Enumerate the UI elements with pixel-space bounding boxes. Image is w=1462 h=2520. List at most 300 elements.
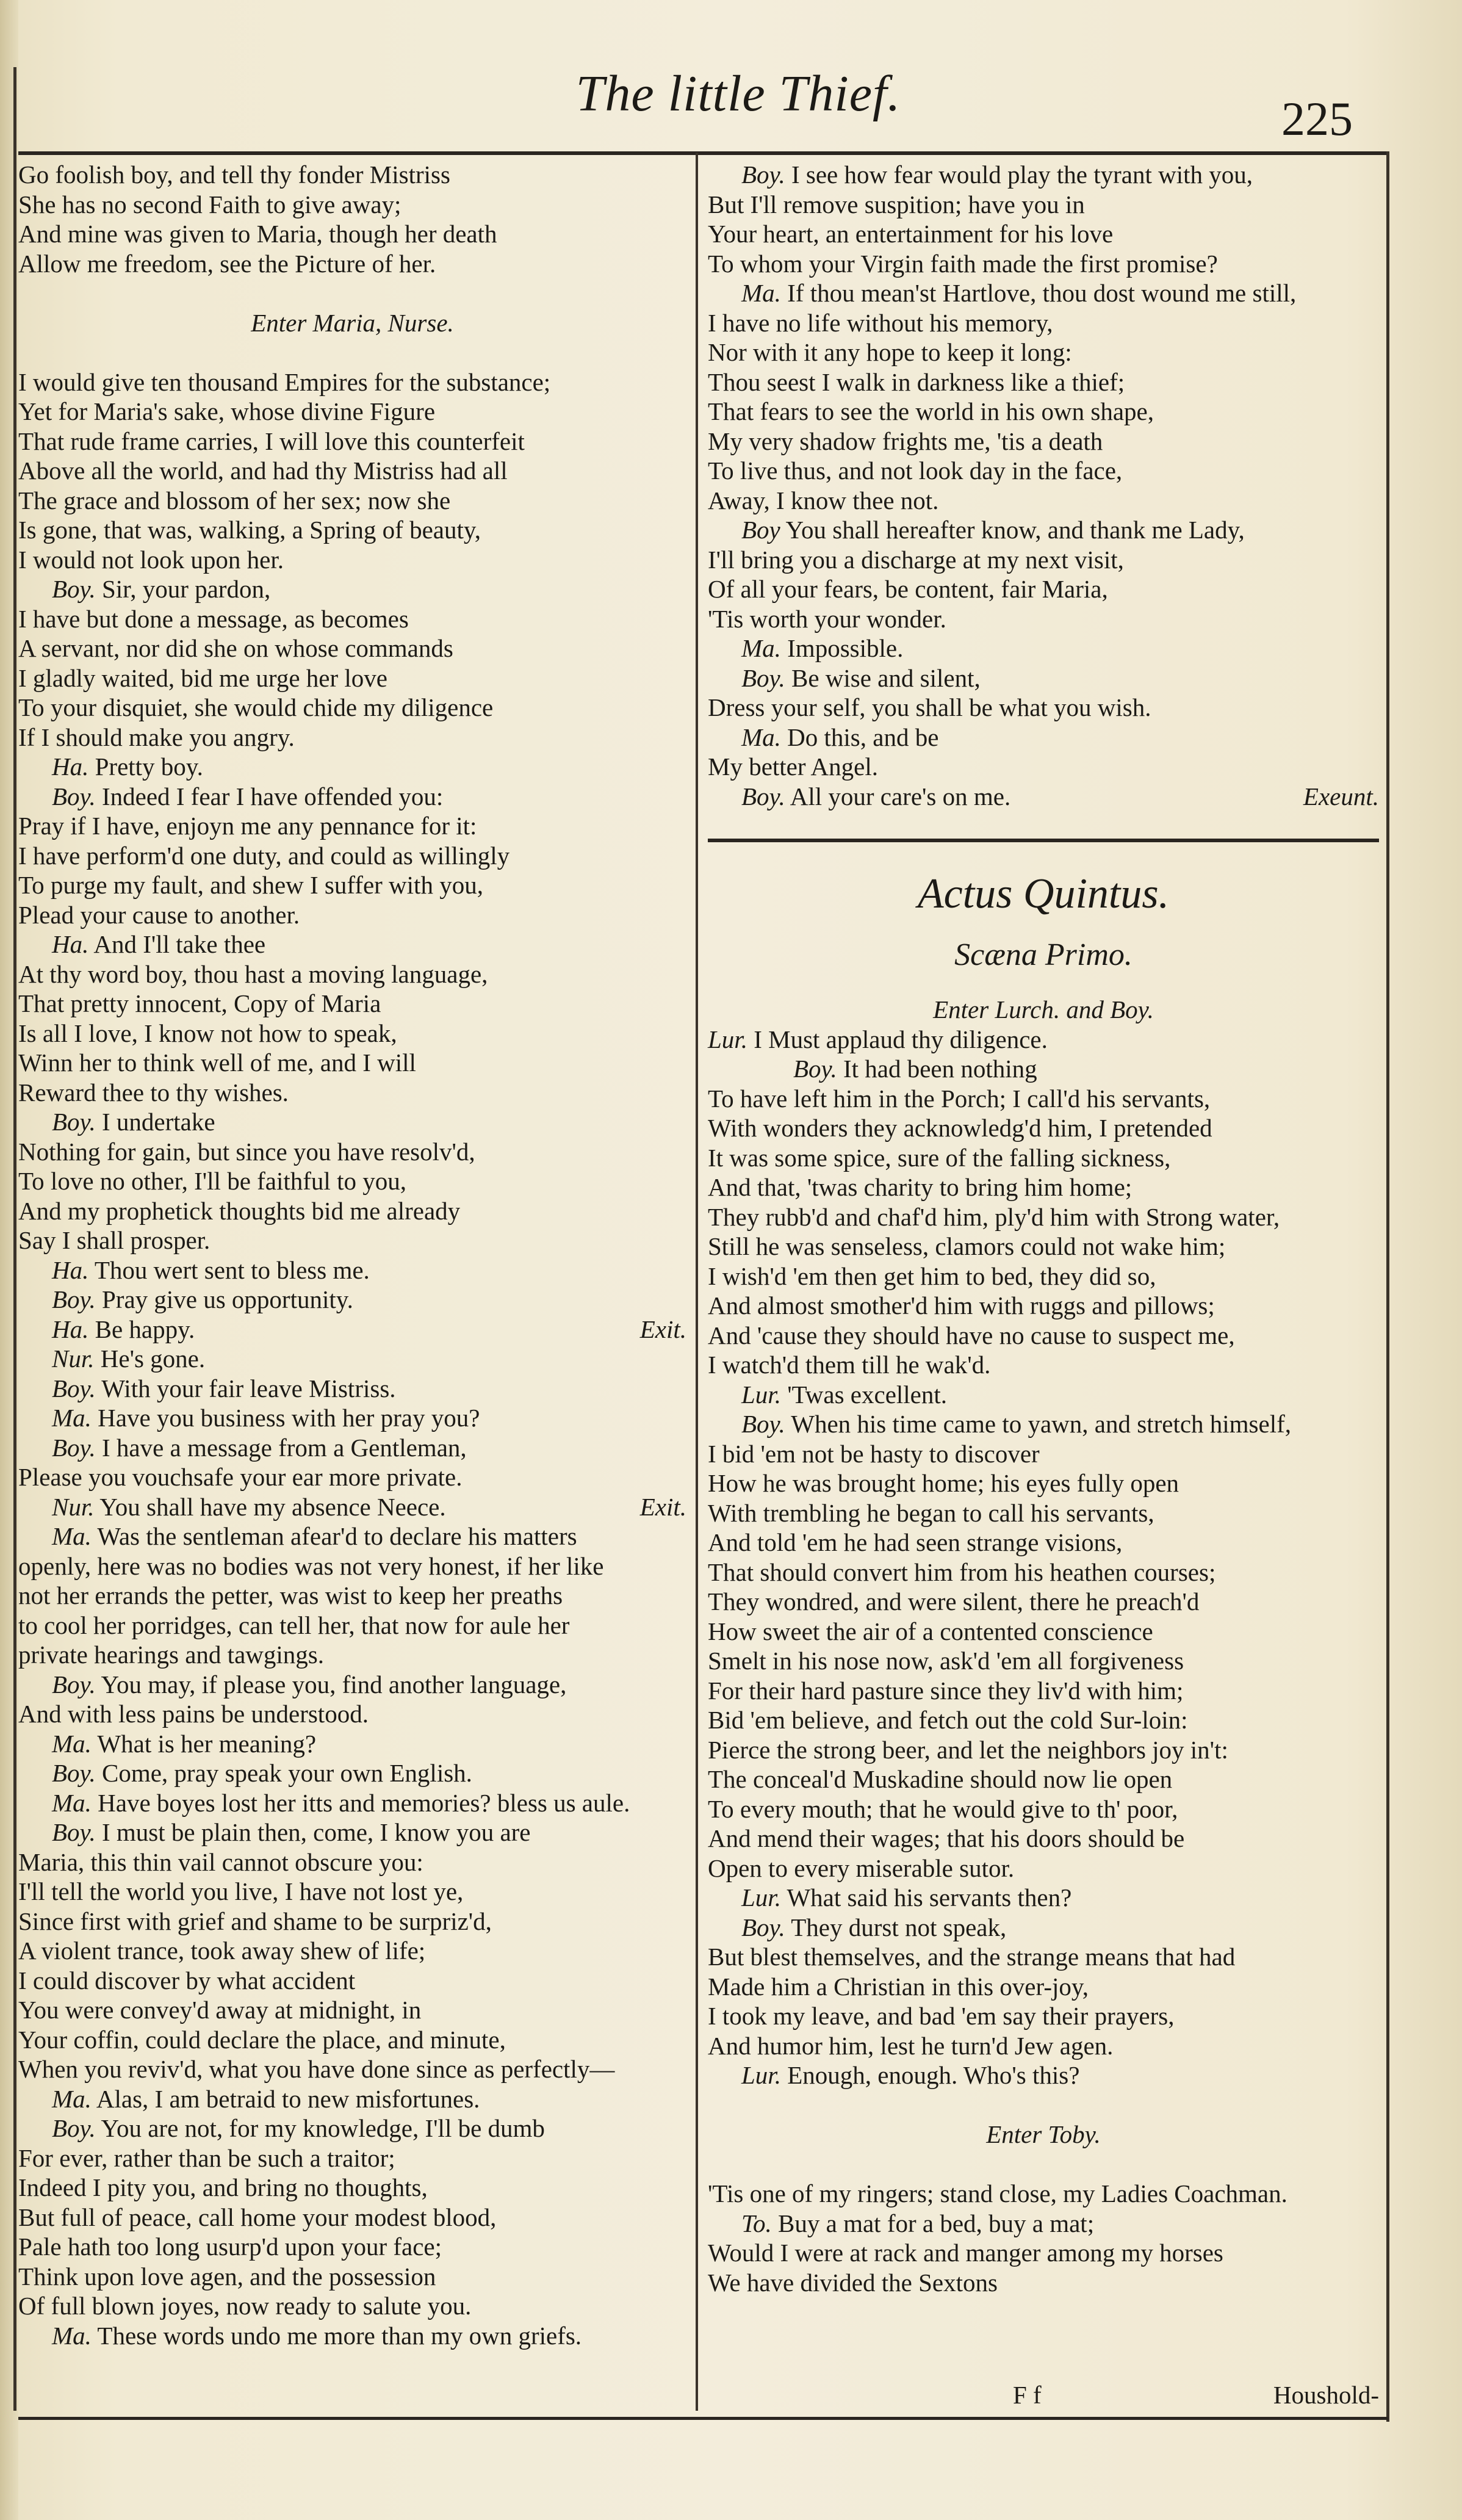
line-text: to cool her porridges, can tell her, that now for aule her [18, 1611, 570, 1639]
verse-line [18, 900, 686, 930]
verse-line [18, 1019, 686, 1049]
speaker-prefix: Boy. [793, 1055, 837, 1083]
verse-line [708, 160, 1379, 190]
line-text: You shall hereafter know, and thank me Lady, [785, 516, 1245, 544]
line-text: When his time came to yawn, and stretch himself, [791, 1410, 1292, 1438]
line-text: I gladly waited, bid me urge her love [18, 663, 387, 692]
line-text: Alas, I am betraid to new misfortunes. [96, 2084, 480, 2113]
verse-line [18, 1492, 686, 1522]
speaker-prefix: Boy. [52, 1108, 96, 1136]
verse-line [708, 663, 1379, 693]
line-text: You are not, for my knowledge, I'll be dumb [101, 2114, 545, 2142]
speaker-prefix: Boy. [741, 1913, 785, 1941]
line-text: I could discover by what accident [18, 1966, 356, 1995]
line-text: Come, pray speak your own English. [101, 1759, 472, 1787]
verse-line [708, 1883, 1379, 1913]
speaker-prefix: Ma. [52, 2084, 92, 2113]
verse-line [18, 1433, 686, 1463]
verse-line [18, 1581, 686, 1611]
verse-line [18, 160, 686, 190]
line-text: If thou mean'st Hartlove, thou dost wound me still, [787, 279, 1297, 307]
line-text: I watch'd them till he wak'd. [708, 1351, 991, 1379]
verse-line [18, 634, 686, 663]
line-text: She has no second Faith to give away; [18, 190, 402, 218]
line-text: I have no life without his memory, [708, 308, 1053, 337]
verse-line [18, 841, 686, 871]
line-text: When you reviv'd, what you have done since as perfectly— [18, 2055, 615, 2083]
line-text: That fears to see the world in his own shape, [708, 397, 1154, 425]
verse-line [18, 752, 686, 782]
line-text: That pretty innocent, Copy of Maria [18, 989, 381, 1017]
verse-line [708, 1409, 1379, 1439]
verse-line [18, 663, 686, 693]
speaker-prefix: Ma. [52, 1522, 92, 1550]
line-text: We have divided the Sextons [708, 2268, 998, 2297]
line-text: To purge my fault, and shew I suffer with you, [18, 871, 483, 899]
line-text: Do this, and be [787, 723, 939, 751]
verse-line [18, 1936, 686, 1966]
line-text: It was some spice, sure of the falling sickness, [708, 1143, 1171, 1172]
verse-line [18, 1344, 686, 1374]
verse-line [18, 456, 686, 486]
verse-line [708, 1617, 1379, 1647]
verse-line [18, 1729, 686, 1759]
verse-line [18, 2084, 686, 2114]
line-text: The conceal'd Muskadine should now lie open [708, 1765, 1173, 1793]
line-text: 'Twas excellent. [787, 1380, 948, 1409]
line-text: Nothing for gain, but since you have resolv'd, [18, 1137, 475, 1166]
verse-line [708, 367, 1379, 397]
line-text: Pray give us opportunity. [101, 1285, 353, 1313]
line-text: Smelt in his nose now, ask'd 'em all forgiveness [708, 1647, 1184, 1675]
line-text: They wondred, and were silent, there he preach'd [708, 1587, 1200, 1616]
verse-line [18, 723, 686, 753]
verse-line [708, 1025, 1379, 1055]
line-text: Is gone, that was, walking, a Spring of beauty, [18, 516, 481, 544]
verse-line [708, 752, 1379, 782]
act-title: Actus Quintus. [917, 870, 1170, 917]
verse-line [708, 2179, 1379, 2209]
verse-line [708, 1676, 1379, 1706]
verse-line [18, 604, 686, 634]
verse-line [18, 1107, 686, 1137]
line-text: private hearings and tawgings. [18, 1641, 324, 1669]
line-text: Sir, your pardon, [101, 575, 271, 603]
verse-line [18, 811, 686, 841]
verse-line [708, 1202, 1379, 1232]
line-text: Pale hath too long usurp'd upon your face; [18, 2233, 442, 2261]
verse-line [18, 2232, 686, 2262]
verse-line [708, 545, 1379, 575]
line-text: Think upon love agen, and the possession [18, 2262, 436, 2291]
verse-line [18, 1995, 686, 2025]
line-text: To whom your Virgin faith made the first promise? [708, 249, 1218, 278]
left-column [18, 160, 686, 2350]
line-text: And almost smother'd him with ruggs and pillows; [708, 1291, 1215, 1320]
blank-line [708, 2150, 1379, 2179]
verse-line [708, 1291, 1379, 1321]
verse-line [708, 574, 1379, 604]
verse-line [708, 2209, 1379, 2239]
verse-line [18, 1551, 686, 1581]
stage-direction-entry: Enter Lurch. and Boy. [933, 995, 1154, 1024]
line-text: Indeed I pity you, and bring no thoughts, [18, 2173, 428, 2201]
line-text: Still he was senseless, clamors could not wake him; [708, 1232, 1226, 1260]
speaker-prefix: Nur. [52, 1345, 95, 1373]
speaker-prefix: Boy [741, 516, 780, 544]
verse-line [18, 2291, 686, 2321]
verse-line [708, 1232, 1379, 1262]
verse-line [708, 1113, 1379, 1143]
line-text: You shall have my absence Neece. [99, 1492, 446, 1521]
line-text: To your disquiet, she would chide my diligence [18, 693, 494, 721]
line-text: For their hard pasture since they liv'd with him; [708, 1676, 1184, 1705]
line-text: I bid 'em not be hasty to discover [708, 1439, 1040, 1468]
blank-line [18, 278, 686, 308]
verse-line [708, 1498, 1379, 1528]
line-text: He's gone. [100, 1345, 206, 1373]
verse-line [18, 1166, 686, 1196]
verse-line [708, 219, 1379, 249]
line-text: And my prophetick thoughts bid me already [18, 1196, 461, 1225]
verse-line [18, 2173, 686, 2203]
line-text: The grace and blossom of her sex; now she [18, 486, 451, 514]
verse-line [708, 1084, 1379, 1114]
verse-line [708, 693, 1379, 723]
verse-line [708, 2001, 1379, 2031]
line-text: Pierce the strong beer, and let the neighbors joy in't: [708, 1735, 1228, 1764]
verse-line [708, 2238, 1379, 2268]
verse-line [18, 1611, 686, 1641]
line-text: Away, I know thee not. [708, 486, 939, 514]
line-text: I wish'd 'em then get him to bed, they did so, [708, 1262, 1156, 1290]
verse-line [708, 1972, 1379, 2002]
exit-direction: Exeunt. [1303, 782, 1379, 811]
verse-line [18, 930, 686, 959]
speaker-prefix: Boy. [52, 782, 96, 811]
speaker-prefix: Boy. [52, 1818, 96, 1846]
verse-line [708, 1380, 1379, 1410]
verse-line [708, 1854, 1379, 1883]
line-text: Plead your cause to another. [18, 900, 300, 929]
line-text: Open to every miserable sutor. [708, 1854, 1015, 1882]
speaker-prefix: Ma. [741, 723, 781, 751]
verse-line [18, 1758, 686, 1788]
speaker-prefix: Ma. [52, 1788, 92, 1817]
right-column [708, 160, 1379, 2297]
verse-line [708, 427, 1379, 457]
line-text: Was the sentleman afear'd to declare his matters [97, 1522, 577, 1550]
speaker-prefix: Ha. [52, 1255, 89, 1284]
verse-line [18, 2321, 686, 2351]
speaker-prefix: Lur. [741, 1380, 781, 1409]
speaker-prefix: Ma. [741, 279, 781, 307]
line-text: I would not look upon her. [18, 545, 284, 574]
line-text: Made him a Christian in this over-joy, [708, 1972, 1089, 2001]
line-text: Pretty boy. [95, 753, 203, 781]
line-text: But I'll remove suspition; have you in [708, 190, 1085, 218]
verse-line [18, 1640, 686, 1670]
line-text: And 'cause they should have no cause to suspect me, [708, 1321, 1235, 1349]
line-text: You were convey'd away at midnight, in [18, 1996, 422, 2024]
verse-line [18, 1699, 686, 1729]
line-text: Yet for Maria's sake, whose divine Figure [18, 397, 436, 425]
verse-line [708, 338, 1379, 367]
blank-line [18, 338, 686, 367]
speaker-prefix: Lur. [741, 1883, 781, 1912]
verse-line [708, 486, 1379, 516]
verse-line [18, 545, 686, 575]
verse-line [18, 1907, 686, 1937]
signature-mark: F f [1013, 2381, 1042, 2409]
line-text: Allow me freedom, see the Picture of her. [18, 249, 436, 278]
verse-line [708, 1054, 1379, 1084]
column-divider [696, 153, 698, 2411]
verse-line [18, 515, 686, 545]
verse-line [708, 1824, 1379, 1854]
speaker-prefix: Ma. [52, 1729, 92, 1758]
line-text: With trembling he began to call his servants, [708, 1498, 1154, 1527]
speaker-prefix: Lur. [708, 1025, 747, 1053]
verse-line [708, 1764, 1379, 1794]
verse-line [708, 249, 1379, 279]
verse-line [18, 2054, 686, 2084]
verse-line [18, 693, 686, 723]
catchword: Houshold- [1273, 2381, 1379, 2409]
verse-line [18, 1818, 686, 1847]
verse-line [708, 604, 1379, 634]
verse-line [708, 1321, 1379, 1351]
verse-line [708, 782, 1379, 812]
speaker-prefix: Boy. [52, 1285, 96, 1313]
section-rule [708, 839, 1379, 842]
verse-line [708, 2031, 1379, 2061]
line-text: 'Tis worth your wonder. [708, 604, 946, 633]
verse-line [18, 1462, 686, 1492]
line-text: I have perform'd one duty, and could as willingly [18, 841, 510, 870]
right-column-bottom [708, 1025, 1379, 2298]
verse-line [18, 1255, 686, 1285]
verse-line [18, 1670, 686, 1700]
line-text: Is all I love, I know not how to speak, [18, 1019, 397, 1047]
verse-line [708, 278, 1379, 308]
line-text: I would give ten thousand Empires for the substance; [18, 367, 551, 396]
line-text: Would I were at rack and manger among my horses [708, 2239, 1223, 2267]
line-text: My better Angel. [708, 753, 878, 781]
line-text: Dress your self, you shall be what you wish. [708, 693, 1151, 721]
verse-line [18, 1374, 686, 1404]
header-rule [18, 151, 1388, 155]
line-text: Enough, enough. Who's this? [787, 2061, 1080, 2089]
verse-line [708, 1143, 1379, 1173]
line-text: That should convert him from his heathen courses; [708, 1558, 1216, 1586]
line-text: I undertake [101, 1108, 215, 1136]
line-text: My very shadow frights me, 'tis a death [708, 427, 1103, 455]
verse-line [18, 1788, 686, 1818]
verse-line [708, 2268, 1379, 2298]
line-text: A servant, nor did she on whose commands [18, 634, 453, 662]
verse-line [708, 1350, 1379, 1380]
line-text: Buy a mat for a bed, buy a mat; [778, 2209, 1095, 2237]
line-text: All your care's on me. [790, 782, 1011, 811]
speaker-prefix: Ha. [52, 1315, 89, 1343]
verse-line [18, 1966, 686, 1996]
line-text: To every mouth; that he would give to th' poor, [708, 1794, 1178, 1823]
verse-line [18, 190, 686, 220]
stage-direction: Enter Maria, Nurse. [251, 308, 454, 337]
line-text: I must be plain then, come, I know you are [101, 1818, 531, 1846]
verse-line [18, 1048, 686, 1078]
verse-line [18, 782, 686, 812]
line-text: Winn her to think well of me, and I will [18, 1049, 416, 1077]
line-text: If I should make you angry. [18, 723, 295, 751]
line-text: But full of peace, call home your modest blood, [18, 2203, 497, 2231]
verse-line [18, 427, 686, 457]
line-text: For ever, rather than be such a traitor; [18, 2143, 395, 2172]
line-text: Reward thee to thy wishes. [18, 1078, 289, 1107]
line-text: I have but done a message, as becomes [18, 604, 409, 633]
verse-line [708, 1705, 1379, 1735]
line-text: And mend their wages; that his doors should be [708, 1824, 1185, 1852]
line-text: These words undo me more than my own griefs. [97, 2321, 582, 2350]
exit-direction: Exit. [639, 1492, 686, 1521]
line-text: And mine was given to Maria, though her death [18, 220, 497, 248]
line-text: To have left him in the Porch; I call'd his servants, [708, 1084, 1211, 1113]
verse-line [18, 1285, 686, 1315]
verse-line [708, 456, 1379, 486]
line-text: Since first with grief and shame to be surpriz'd, [18, 1907, 492, 1935]
line-text: I see how fear would play the tyrant with you, [791, 161, 1253, 189]
line-text: Of all your fears, be content, fair Maria, [708, 575, 1108, 603]
verse-line [708, 723, 1379, 753]
speaker-prefix: Boy. [52, 1759, 96, 1787]
verse-line [18, 2143, 686, 2173]
verse-line [708, 1942, 1379, 1972]
speaker-prefix: Boy. [741, 1410, 785, 1438]
line-text: I'll tell the world you live, I have not lost ye, [18, 1877, 464, 1905]
line-text: How sweet the air of a contented conscience [708, 1617, 1153, 1645]
verse-line [708, 308, 1379, 338]
verse-line [708, 1558, 1379, 1587]
verse-line [18, 959, 686, 989]
line-text: I have a message from a Gentleman, [101, 1433, 467, 1462]
speaker-prefix: Boy. [741, 663, 785, 692]
line-text: Maria, this thin vail cannot obscure you: [18, 1847, 423, 1876]
verse-line [18, 1078, 686, 1108]
verse-line [708, 1587, 1379, 1617]
line-text: To live thus, and not look day in the face, [708, 457, 1123, 485]
line-text: And I'll take thee [93, 930, 266, 958]
line-text: Be happy. [95, 1315, 195, 1343]
line-text: Indeed I fear I have offended you: [101, 782, 444, 811]
verse-line [708, 1913, 1379, 1943]
speaker-prefix: Boy. [741, 782, 785, 811]
line-text: Your heart, an entertainment for his love [708, 220, 1114, 248]
blank-line [708, 2090, 1379, 2120]
line-text: They durst not speak, [791, 1913, 1007, 1941]
verse-line [18, 989, 686, 1019]
line-text: It had been nothing [843, 1055, 1037, 1083]
page-number: 225 [1281, 92, 1353, 145]
verse-line [708, 515, 1379, 545]
verse-line [708, 1528, 1379, 1558]
line-text: Have boyes lost her itts and memories? bless us aule. [98, 1788, 630, 1817]
verse-line [18, 574, 686, 604]
verse-line [18, 2025, 686, 2055]
line-text: Have you business with her pray you? [98, 1404, 480, 1432]
line-text: Your coffin, could declare the place, and minute, [18, 2025, 506, 2054]
line-text: I'll bring you a discharge at my next visit, [708, 545, 1124, 574]
left-border-rule [13, 67, 16, 2411]
stage-direction: Enter Toby. [986, 2120, 1101, 2148]
verse-line [18, 870, 686, 900]
line-text: A violent trance, took away shew of life; [18, 1937, 426, 1965]
line-text: I took my leave, and bad 'em say their prayers, [708, 2002, 1175, 2030]
speaker-prefix: Ha. [52, 753, 89, 781]
line-text: 'Tis one of my ringers; stand close, my Ladies Coachman. [708, 2179, 1287, 2208]
line-text: And told 'em he had seen strange visions, [708, 1528, 1123, 1556]
verse-line [18, 2262, 686, 2292]
line-text: openly, here was no bodies was not very honest, if her like [18, 1551, 604, 1580]
line-text: Pray if I have, enjoyn me any pennance for it: [18, 812, 477, 840]
line-text: You may, if please you, find another language, [101, 1670, 567, 1699]
line-text: How he was brought home; his eyes fully open [708, 1469, 1179, 1497]
speaker-prefix: Ma. [52, 1404, 92, 1432]
line-text: Nor with it any hope to keep it long: [708, 338, 1072, 366]
line-text: not her errands the petter, was wist to keep her preaths [18, 1581, 563, 1609]
scene-title: Scæna Primo. [954, 937, 1133, 972]
right-border-rule [1386, 151, 1389, 2422]
verse-line [708, 1468, 1379, 1498]
line-text: Thou wert sent to bless me. [94, 1255, 370, 1284]
line-text: Above all the world, and had thy Mistriss had all [18, 457, 508, 485]
line-text: Impossible. [787, 634, 904, 662]
line-text: Please you vouchsafe your ear more private. [18, 1463, 463, 1491]
verse-line [18, 1137, 686, 1167]
verse-line [18, 486, 686, 516]
verse-line [708, 1646, 1379, 1676]
running-title: The little Thief. [575, 65, 901, 122]
verse-line [18, 1315, 686, 1345]
speaker-prefix: Boy. [52, 575, 96, 603]
speaker-prefix: Boy. [52, 2114, 96, 2142]
verse-line [708, 1439, 1379, 1469]
line-text: Bid 'em believe, and fetch out the cold Sur-loin: [708, 1706, 1188, 1734]
line-text: What is her meaning? [97, 1729, 317, 1758]
speaker-prefix: To. [741, 2209, 772, 2237]
verse-line [18, 1847, 686, 1877]
verse-line [708, 1262, 1379, 1291]
line-text: That rude frame carries, I will love this counterfeit [18, 427, 525, 455]
verse-line [708, 397, 1379, 427]
verse-line [18, 2203, 686, 2233]
verse-line [708, 1735, 1379, 1765]
speaker-prefix: Ha. [52, 930, 89, 958]
exit-direction: Exit. [639, 1315, 686, 1343]
speaker-prefix: Boy. [52, 1374, 96, 1403]
line-text: At thy word boy, thou hast a moving language, [18, 959, 488, 988]
speaker-prefix: Nur. [52, 1492, 95, 1521]
line-text: They rubb'd and chaf'd him, ply'd him with Strong water, [708, 1202, 1280, 1231]
speaker-prefix: Lur. [741, 2061, 781, 2089]
speaker-prefix: Ma. [741, 634, 781, 662]
verse-line [18, 397, 686, 427]
verse-line [18, 367, 686, 397]
speaker-prefix: Boy. [52, 1670, 96, 1699]
verse-line [18, 219, 686, 249]
line-text: And with less pains be understood. [18, 1700, 369, 1728]
footer-rule [18, 2417, 1388, 2420]
